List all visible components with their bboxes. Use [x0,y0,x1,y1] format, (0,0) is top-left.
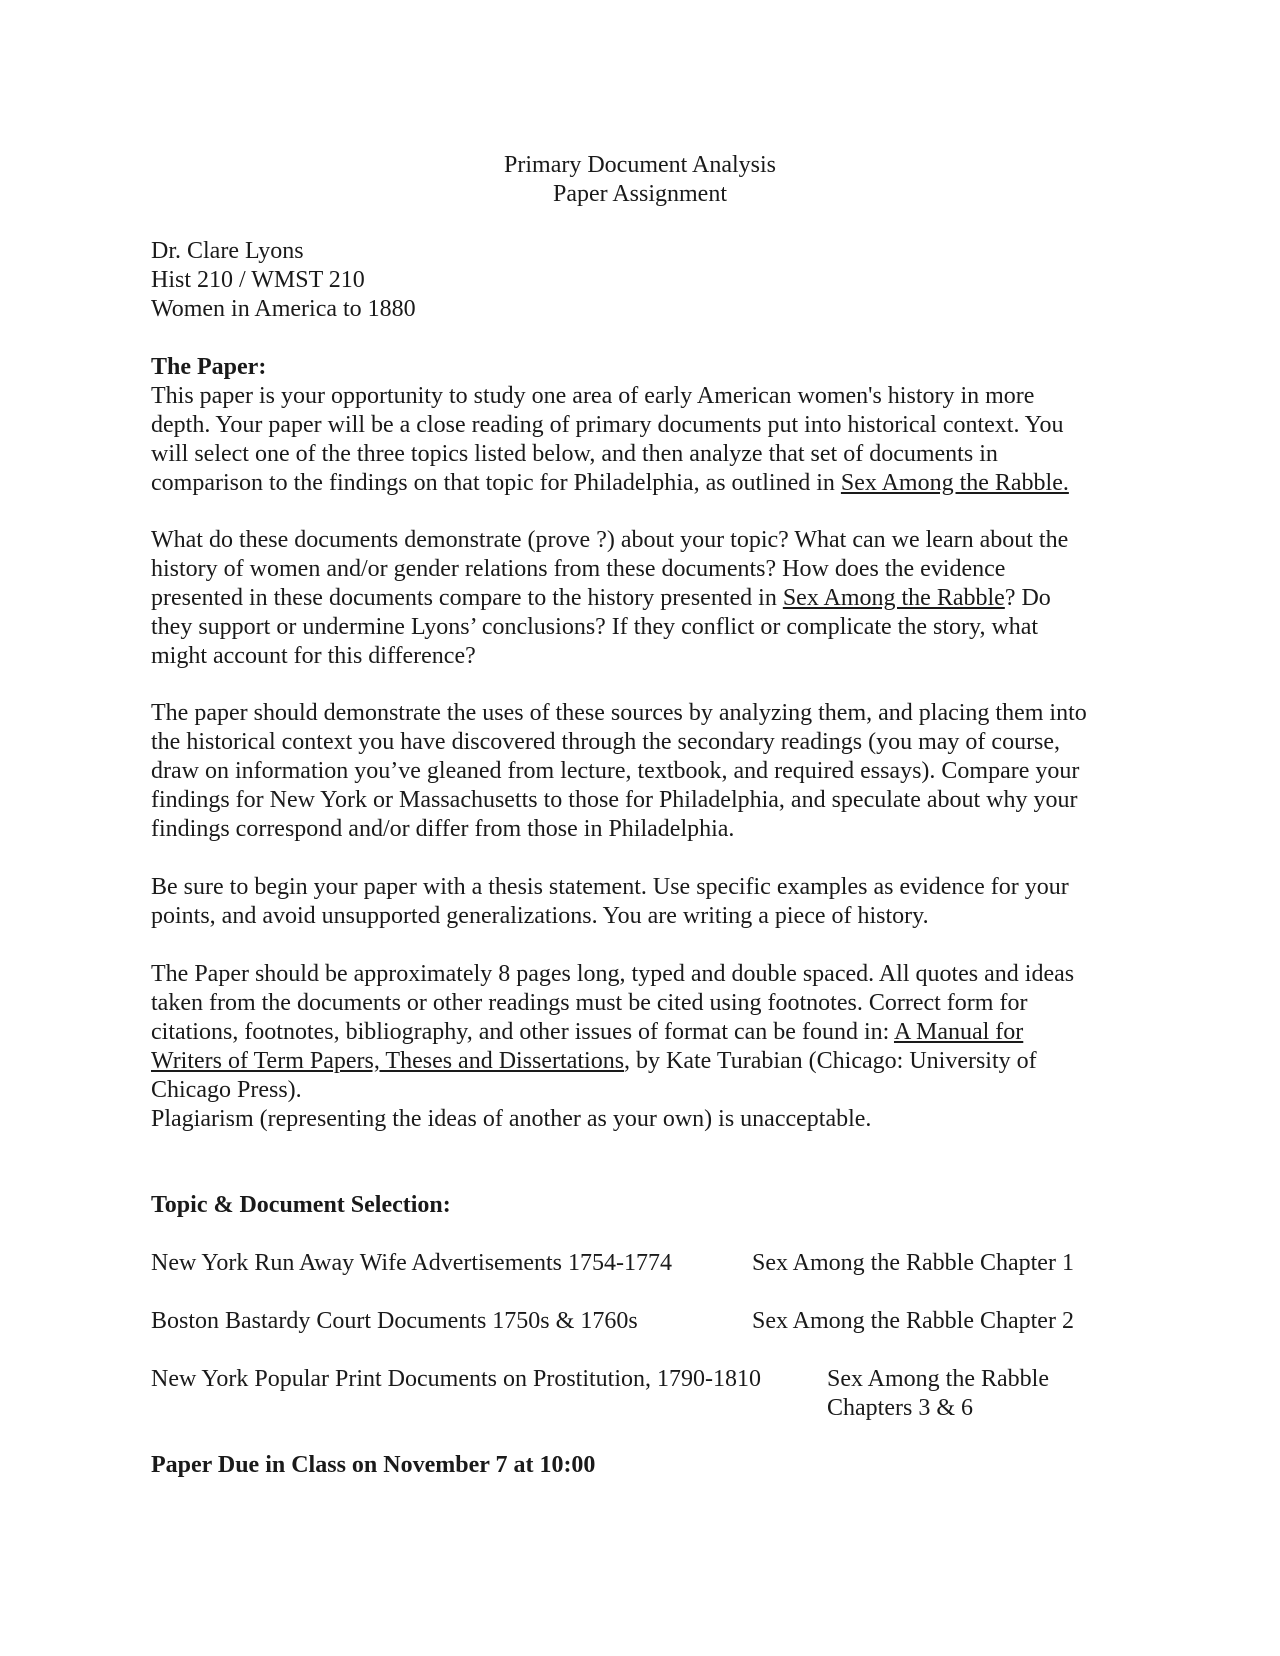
paragraph-line: they support or undermine Lyons’ conclusions? If they conflict or complicate the story, what [151,614,1039,640]
instructor-name: Dr. Clare Lyons [151,238,304,264]
paragraph-line: The paper should demonstrate the uses of these sources by analyzing them, and placing them into [151,700,1087,726]
topic-row [151,1365,761,1394]
title-line-2: Paper Assignment [553,181,727,207]
book-title-underlined: A Manual for [893,1019,1024,1045]
paragraph-line: This paper is your opportunity to study one area of early American women's history in more [151,383,1035,409]
course-title: Women in America to 1880 [151,296,416,322]
document-title [0,151,1280,209]
paragraph-line: What do these documents demonstrate (prove ?) about your topic? What can we learn about the [151,527,1069,553]
paragraph-line: Be sure to begin your paper with a thesis statement. Use specific examples as evidence for your [151,874,1069,900]
paragraph-line [151,1018,1151,1047]
topic-heading-text: Topic & Document Selection: [151,1192,451,1218]
topic-row [151,1307,638,1336]
paragraph-line: findings correspond and/or differ from those in Philadelphia. [151,816,735,842]
course-info [151,237,1151,324]
paragraph-thesis [151,873,1151,931]
topic-reading-text-line2: Chapters 3 & 6 [827,1395,973,1421]
text-fragment: comparison to the findings on that topic for Philadelphia, as outlined in [151,470,841,496]
topic-document: Boston Bastardy Court Documents 1750s & 1760s [151,1308,638,1334]
topic-document: New York Run Away Wife Advertisements 1754-1774 [151,1250,673,1276]
due-date-text: Paper Due in Class on November 7 at 10:00 [151,1452,596,1478]
text-fragment: presented in these documents compare to the history presented in [151,585,783,611]
paragraph-line: depth. Your paper will be a close reading of primary documents put into historical context. You [151,412,1064,438]
paragraph-sources [151,699,1151,844]
paragraph-line: draw on information you’ve gleaned from lecture, textbook, and required essays). Compare your [151,758,1080,784]
plagiarism-note: Plagiarism (representing the ideas of another as your own) is unacceptable. [151,1106,872,1132]
paragraph-line [151,469,1151,498]
book-title-underlined: Writers of Term Papers, Theses and Dissertations [151,1048,625,1074]
topic-heading [151,1191,1151,1220]
paragraph-questions [151,526,1151,671]
paragraph-intro [151,382,1151,498]
paragraph-line [151,1047,1151,1076]
topic-reading-text: Sex Among the Rabble Chapter 1 [752,1250,1074,1276]
topic-document: New York Popular Print Documents on Prostitution, 1790-1810 [151,1366,762,1392]
paragraph-line: history of women and/or gender relations from these documents? How does the evidence [151,556,1006,582]
paper-section [151,353,1151,498]
topic-reading [752,1249,1074,1278]
paragraph-line: the historical context you have discovered through the secondary readings (you may of course, [151,729,1061,755]
text-fragment: ? Do [1004,585,1051,611]
topic-row [151,1249,672,1278]
paragraph-line: taken from the documents or other readings must be cited using footnotes. Correct form for [151,990,1028,1016]
topic-reading-text: Sex Among the Rabble Chapter 2 [752,1308,1074,1334]
topic-reading [827,1365,1049,1423]
paragraph-line: points, and avoid unsupported generalizations. You are writing a piece of history. [151,903,929,929]
due-date [151,1451,1151,1480]
paragraph-line [151,584,1151,613]
title-line-1: Primary Document Analysis [504,152,776,178]
course-number: Hist 210 / WMST 210 [151,267,365,293]
paragraph-line: The Paper should be approximately 8 pages long, typed and double spaced. All quotes and ideas [151,961,1075,987]
topic-reading-text: Sex Among the Rabble [827,1366,1049,1392]
paper-heading: The Paper: [151,354,267,380]
book-title-underlined: Sex Among the Rabble [782,585,1005,611]
text-fragment: , by Kate Turabian (Chicago: University of [624,1048,1037,1074]
paragraph-line: Chicago Press). [151,1077,302,1103]
book-title-underlined: Sex Among the Rabble. [840,470,1069,496]
paragraph-format [151,960,1151,1134]
topic-reading [752,1307,1074,1336]
paragraph-line: might account for this difference? [151,643,476,669]
text-fragment: citations, footnotes, bibliography, and other issues of format can be found in: [151,1019,894,1045]
paragraph-line: will select one of the three topics listed below, and then analyze that set of documents in [151,441,998,467]
paragraph-line: findings for New York or Massachusetts to those for Philadelphia, and speculate about why your [151,787,1078,813]
